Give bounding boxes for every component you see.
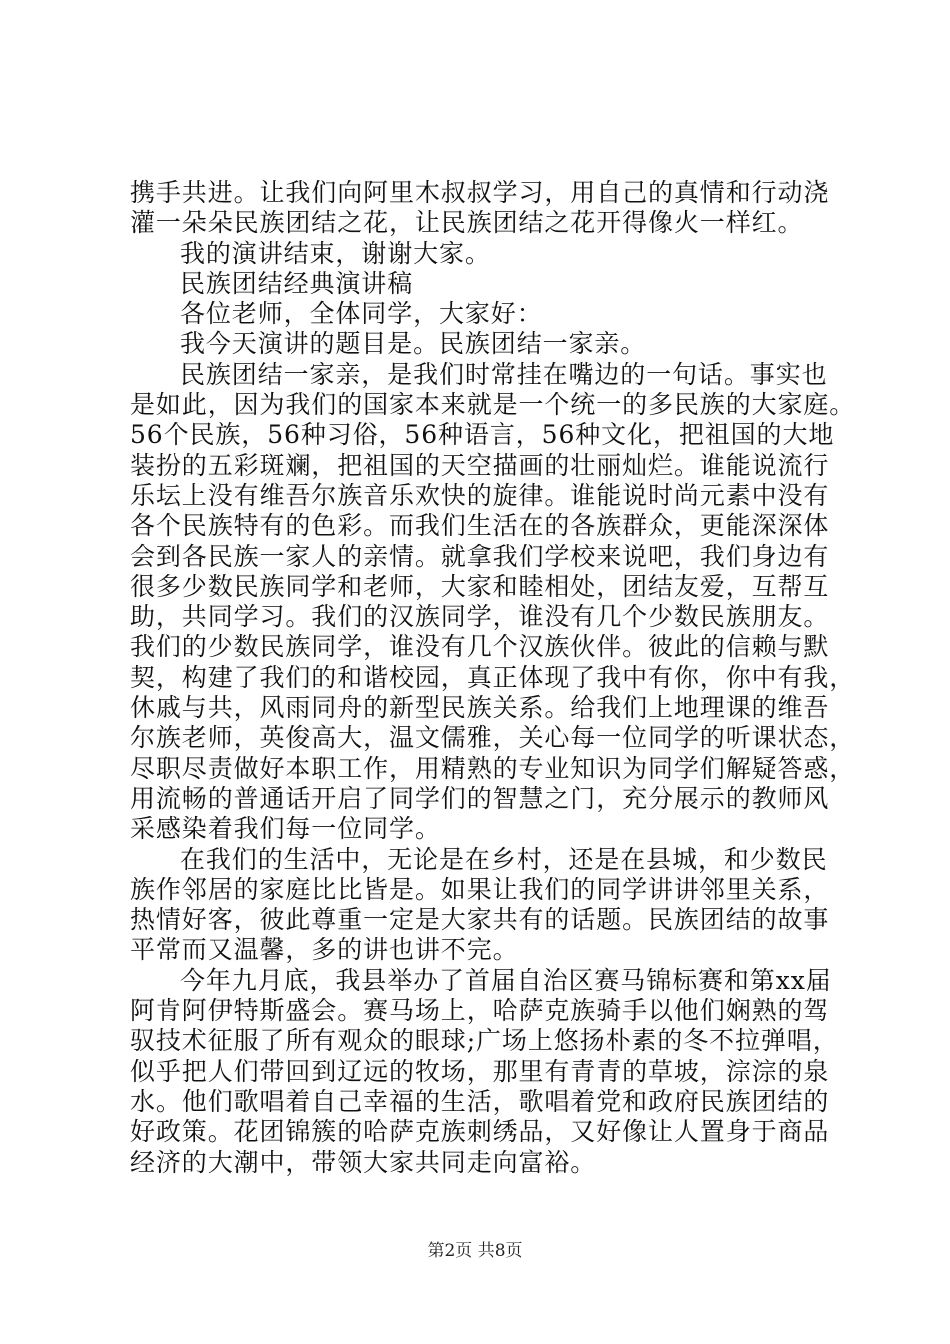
text-line: 各位老师，全体同学，大家好： (180, 299, 543, 329)
text-line: 尽职尽责做好本职工作，用精熟的专业知识为同学们解疑答惑， (130, 753, 856, 783)
text-line: 尔族老师，英俊高大，温文儒雅，关心每一位同学的听课状态， (130, 723, 856, 753)
text-line: 采感染着我们每一位同学。 (130, 814, 441, 844)
text-line: 契，构建了我们的和谐校园，真正体现了我中有你，你中有我， (130, 662, 856, 692)
text-line: 在我们的生活中，无论是在乡村，还是在县城，和少数民 (180, 844, 828, 874)
text-line: 水。他们歌唱着自己幸福的生活，歌唱着党和政府民族团结的 (130, 1086, 830, 1116)
text-line: 56个民族，56种习俗，56种语言，56种文化，把祖国的大地 (130, 420, 835, 450)
text-line: 我今天演讲的题目是。民族团结一家亲。 (180, 329, 647, 359)
text-line: 各个民族特有的色彩。而我们生活在的各族群众，更能深深体 (130, 511, 830, 541)
text-line: 装扮的五彩斑斓，把祖国的天空描画的壮丽灿烂。谁能说流行 (130, 450, 830, 480)
text-line: 乐坛上没有维吾尔族音乐欢快的旋律。谁能说时尚元素中没有 (130, 480, 830, 510)
text-line: 热情好客，彼此尊重一定是大家共有的话题。民族团结的故事 (130, 905, 830, 935)
text-line: 用流畅的普通话开启了同学们的智慧之门，充分展示的教师风 (130, 783, 830, 813)
text-line: 经济的大潮中，带领大家共同走向富裕。 (130, 1147, 597, 1177)
text-line: 民族团结一家亲，是我们时常挂在嘴边的一句话。事实也 (180, 359, 828, 389)
text-line: 助，共同学习。我们的汉族同学，谁没有几个少数民族朋友。 (130, 602, 830, 632)
document-body (130, 178, 856, 1178)
text-line: 会到各民族一家人的亲情。就拿我们学校来说吧，我们身边有 (130, 541, 830, 571)
text-line: 似乎把人们带回到辽远的牧场，那里有青青的草坡，淙淙的泉 (130, 1056, 830, 1086)
text-line: 民族团结经典演讲稿 (180, 268, 414, 298)
text-line: 今年九月底，我县举办了首届自治区赛马锦标赛和第xx届 (180, 965, 832, 995)
text-line: 携手共进。让我们向阿里木叔叔学习，用自己的真情和行动浇 (130, 178, 830, 207)
text-line: 是如此，因为我们的国家本来就是一个统一的多民族的大家庭。 (130, 390, 856, 420)
text-line: 族作邻居的家庭比比皆是。如果让我们的同学讲讲邻里关系， (130, 874, 830, 904)
text-line: 休戚与共，风雨同舟的新型民族关系。给我们上地理课的维吾 (130, 693, 830, 723)
text-line: 灌一朵朵民族团结之花，让民族团结之花开得像火一样红。 (130, 208, 804, 238)
text-line: 我的演讲结束，谢谢大家。 (180, 238, 491, 268)
text-line: 驭技术征服了所有观众的眼球;广场上悠扬朴素的冬不拉弹唱， (130, 1026, 839, 1056)
text-line: 平常而又温馨，多的讲也讲不完。 (130, 935, 519, 965)
text-line: 我们的少数民族同学，谁没有几个汉族伙伴。彼此的信赖与默 (130, 632, 830, 662)
page-footer: 第2页 共8页 (427, 1241, 523, 1261)
text-line: 阿肯阿伊特斯盛会。赛马场上，哈萨克族骑手以他们娴熟的驾 (130, 996, 830, 1026)
text-line: 好政策。花团锦簇的哈萨克族刺绣品，又好像让人置身于商品 (130, 1117, 830, 1147)
text-line: 很多少数民族同学和老师，大家和睦相处，团结友爱，互帮互 (130, 571, 830, 601)
